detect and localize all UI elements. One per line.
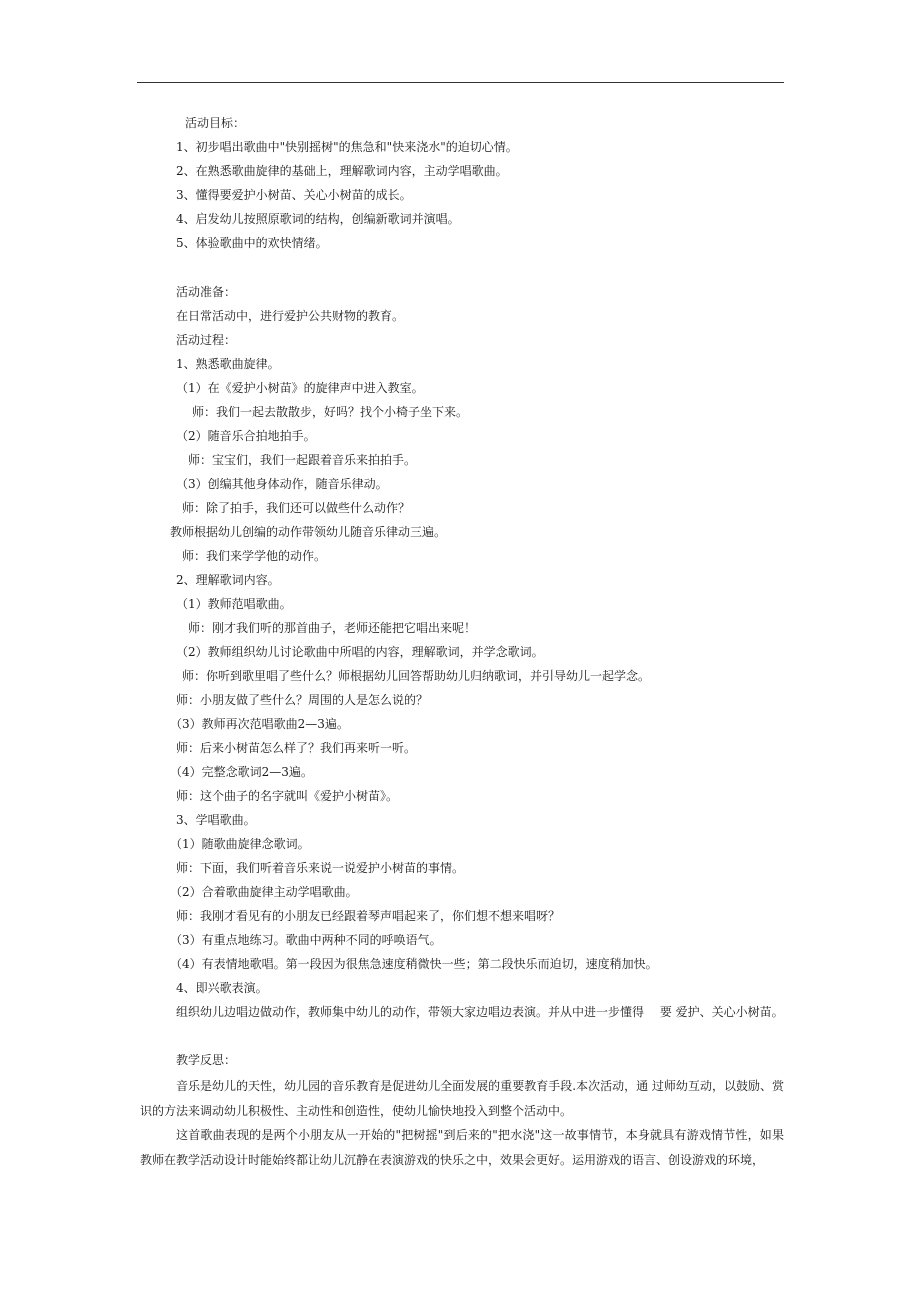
step-1-3-note: 教师根据幼儿创编的动作带领幼儿随音乐律动三遍。 bbox=[170, 525, 447, 539]
step-1-2: （2）随音乐合拍地拍手。 bbox=[176, 429, 316, 443]
step-4-paragraph: 组织幼儿边唱边做动作，教师集中幼儿的动作，带领大家边唱边表演。并从中进一步懂得 要 爱护、关心小树苗。 bbox=[176, 1005, 784, 1019]
prep-text: 在日常活动中，进行爱护公共财物的教育。 bbox=[176, 309, 405, 323]
step-2-4: （4）完整念歌词2—3遍。 bbox=[170, 765, 313, 779]
step-1-3: （3）创编其他身体动作，随音乐律动。 bbox=[176, 477, 388, 491]
step-1-3-teacher: 师：除了拍手，我们还可以做些什么动作？ bbox=[182, 501, 411, 515]
step-2-1-teacher: 师：刚才我们听的那首曲子，老师还能把它唱出来呢！ bbox=[188, 621, 477, 635]
goal-item-2: 2、在熟悉歌曲旋律的基础上，理解歌词内容，主动学唱歌曲。 bbox=[176, 164, 508, 178]
step-2-4-teacher: 师：这个曲子的名字就叫《爱护小树苗》。 bbox=[176, 789, 399, 803]
step-1-1: （1）在《爱护小树苗》的旋律声中进入教室。 bbox=[176, 381, 424, 395]
reflection-paragraph-1: 音乐是幼儿的天性，幼儿园的音乐教育是促进幼儿全面发展的重要教育手段.本次活动，通 过师幼互动，以鼓励、赏识的方法来调动幼儿积极性、主动性和创造性，使幼儿愉快地投入到整个活动中。 bbox=[140, 1079, 784, 1118]
step-2-2-teacher-2: 师：小朋友做了些什么？周围的人是怎么说的？ bbox=[176, 693, 429, 707]
process-heading: 活动过程： bbox=[176, 333, 237, 347]
step-2-2-teacher: 师：你听到歌里唱了些什么？师根据幼儿回答帮助幼儿归纳歌词，并引导幼儿一起学念。 bbox=[182, 669, 651, 683]
step-1-1-teacher: 师：我们一起去散散步，好吗？找个小椅子坐下来。 bbox=[192, 405, 469, 419]
step-3-2-teacher: 师：我刚才看见有的小朋友已经跟着琴声唱起来了，你们想不想来唱呀？ bbox=[176, 909, 561, 923]
step-1-title: 1、熟悉歌曲旋律。 bbox=[176, 357, 280, 371]
goal-item-4: 4、启发幼儿按照原歌词的结构，创编新歌词并演唱。 bbox=[176, 212, 460, 226]
header-rule bbox=[137, 82, 784, 83]
goal-heading: 活动目标： bbox=[185, 116, 246, 130]
step-2-1: （1）教师范唱歌曲。 bbox=[176, 597, 292, 611]
step-2-3-teacher: 师：后来小树苗怎么样了？我们再来听一听。 bbox=[176, 741, 417, 755]
goal-item-5: 5、体验歌曲中的欢快情绪。 bbox=[176, 236, 328, 250]
step-2-title: 2、理解歌词内容。 bbox=[176, 573, 280, 587]
step-3-1-teacher: 师：下面，我们听着音乐来说一说爱护小树苗的事情。 bbox=[176, 861, 465, 875]
step-3-1: （1）随歌曲旋律念歌词。 bbox=[170, 837, 310, 851]
step-2-2: （2）教师组织幼儿讨论歌曲中所唱的内容，理解歌词，并学念歌词。 bbox=[176, 645, 544, 659]
step-2-3: （3）教师再次范唱歌曲2—3遍。 bbox=[170, 717, 349, 731]
goal-item-1: 1、初步唱出歌曲中"快别摇树"的焦急和"快来浇水"的迫切心情。 bbox=[176, 140, 518, 154]
step-3-4: （4）有表情地歌唱。第一段因为很焦急速度稍微快一些；第二段快乐而迫切，速度稍加快。 bbox=[170, 957, 658, 971]
reflection-paragraph-2: 这首歌曲表现的是两个小朋友从一开始的"把树摇"到后来的"把水浇"这一故事情节，本身就具有游戏情节性，如果教师在教学活动设计时能始终都让幼儿沉静在表演游戏的快乐之中，效果会更好。运用游戏的语言、创设游戏的环境， bbox=[140, 1128, 784, 1167]
step-1-2-teacher: 师：宝宝们，我们一起跟着音乐来拍拍手。 bbox=[188, 453, 417, 467]
step-3-2: （2）合着歌曲旋律主动学唱歌曲。 bbox=[170, 885, 358, 899]
prep-heading: 活动准备： bbox=[176, 285, 237, 299]
goal-item-3: 3、懂得要爱护小树苗、关心小树苗的成长。 bbox=[176, 188, 412, 202]
step-4-title: 4、即兴歌表演。 bbox=[176, 981, 268, 995]
step-3-title: 3、学唱歌曲。 bbox=[176, 813, 256, 827]
step-1-3-teacher-2: 师：我们来学学他的动作。 bbox=[182, 549, 327, 563]
reflection-heading: 教学反思： bbox=[176, 1053, 237, 1067]
step-3-3: （3）有重点地练习。歌曲中两种不同的呼唤语气。 bbox=[170, 933, 442, 947]
